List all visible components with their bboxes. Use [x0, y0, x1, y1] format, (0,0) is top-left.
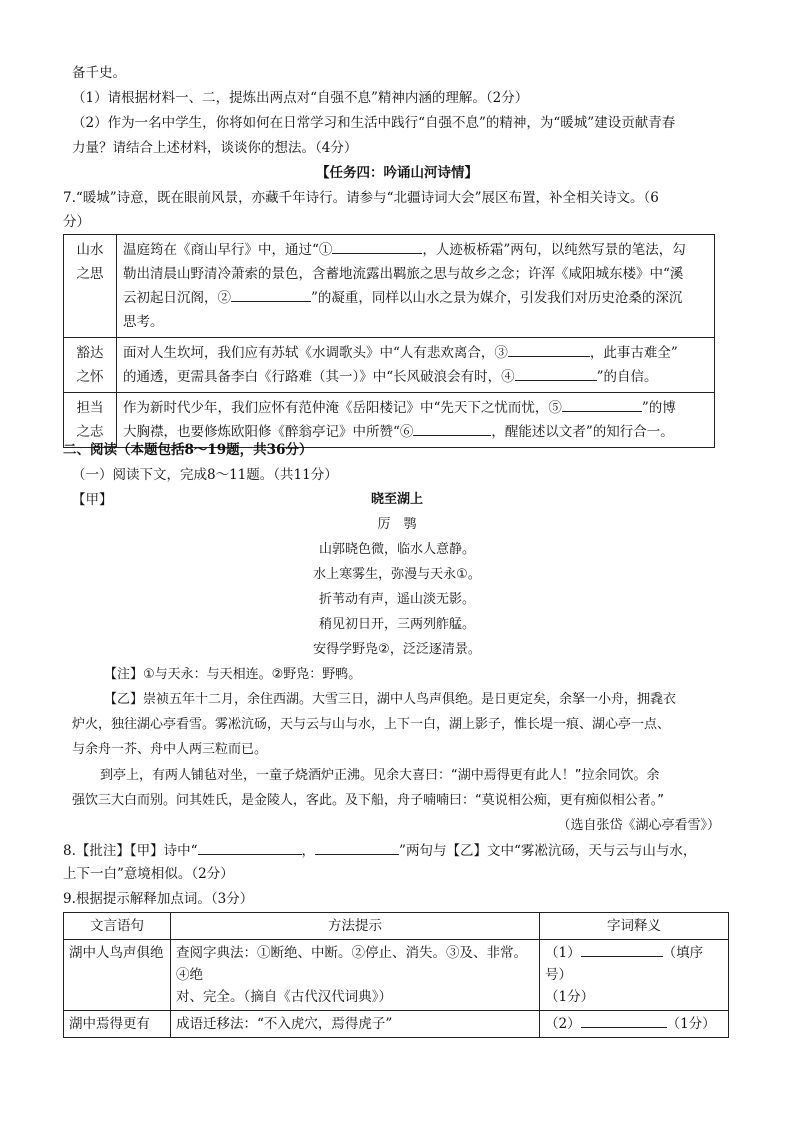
section-two-heading: 二、阅读（本题包括8～19题，共36分） [63, 442, 313, 458]
question-7-line2: 分） [63, 214, 90, 230]
blank-2[interactable] [231, 287, 311, 302]
passage-yi-line: 到亭上，有两人铺毡对坐，一童子烧酒炉正沸。见余大喜曰：“湖中焉得更有此人！”拉余同饮。余 [100, 768, 660, 783]
jia-label: 【甲】 [72, 492, 113, 508]
text: （2） [545, 1016, 581, 1032]
question-8-line2: 上下一白”意境相似。（2分） [63, 866, 234, 882]
text: 作为新时代少年，我们应怀有范仲淹《岳阳楼记》中“先天下之忧而忧，⑤ [123, 400, 562, 416]
question-8-line1 [63, 840, 696, 861]
blank-6[interactable] [413, 421, 491, 436]
table-row [64, 235, 715, 338]
text: （1） [545, 945, 581, 961]
row-content [117, 338, 715, 393]
blank-5[interactable] [562, 397, 642, 412]
text: 查阅字典法：①断绝、中断。②停止、消失。③及、非常。④绝 [176, 945, 527, 983]
table-row [64, 940, 729, 1011]
text: ，醒能述以文者”的知行合一。 [491, 424, 674, 440]
blank-q8-2[interactable] [315, 840, 399, 855]
poem-author: 厉 鹗 [377, 517, 417, 532]
text: 温庭筠在《商山早行》中，通过“① [123, 242, 333, 258]
poem-line: 安得学野凫②，泛泛逐清景。 [313, 642, 481, 657]
text: ，此事古难全” [589, 345, 678, 361]
text: ”的博 [641, 400, 676, 416]
text: 云初起日沉阁，② [123, 290, 231, 306]
table-row [64, 338, 715, 393]
text: ， [301, 843, 316, 859]
table-header-row [64, 913, 729, 940]
column-header: 字词释义 [540, 913, 729, 940]
hint-cell: 成语迁移法：“不入虎穴，焉得虎子” [171, 1011, 540, 1038]
answer-blank-1[interactable] [581, 942, 663, 957]
task-four-heading: 【任务四：吟诵山河诗情】 [316, 165, 478, 181]
text: 8.【批注】【甲】诗中“ [63, 843, 198, 859]
text: 大胸襟，也要修炼欧阳修《醉翁亭记》中所赞“⑥ [123, 424, 414, 440]
poem-line: 山郭晓色微，临水人意静。 [318, 542, 475, 557]
blank-1[interactable] [332, 239, 422, 254]
passage-yi-line: 强饮三大白而别。问其姓氏，是金陵人，客此。及下船，舟子喃喃曰：“莫说相公痴，更有痴似相公者。” [72, 793, 664, 808]
answer-blank-2[interactable] [581, 1013, 667, 1028]
row-content [117, 235, 715, 338]
question-7-line1: 7.“暖城”诗意，既在眼前风景，亦藏千年诗行。请参与“北疆诗词大会”展区布置，补全相关诗文。（6 [63, 190, 659, 206]
subsection-heading: （一）阅读下文，完成8～11题。（共11分） [72, 467, 338, 483]
column-header: 方法提示 [171, 913, 540, 940]
sentence-cell: 湖中焉得更有 [64, 1011, 171, 1038]
text: 的通透，更需具备李白《行路难（其一）》中“长风破浪会有时，④ [123, 369, 515, 385]
text: ”的凝重，同样以山水之景为媒介，引发我们对历史沧桑的深沉 [311, 290, 683, 306]
text: ”两句与【乙】文中“雾凇沆砀，天与云与山与水， [399, 843, 697, 859]
blank-3[interactable] [508, 342, 590, 357]
text: 勒出清晨山野清冷萧索的景色，含蓄地流露出羁旅之思与故乡之念；许浑《咸阳城东楼》中“溪 [123, 266, 684, 282]
text: ，人迹板桥霜”两句，以纯然写景的笔法，勾 [422, 242, 686, 258]
poem-line: 水上寒雾生，弥漫与天永①。 [313, 567, 481, 582]
poem-title: 晓至湖上 [370, 492, 423, 507]
question-6-2-line1: （2）作为一名中学生，你将如何在日常学习和生活中践行“自强不息”的精神，为“暖城”建设贡献青春 [72, 115, 676, 131]
row-label: 担当之志 [64, 393, 117, 448]
blank-q8-1[interactable] [198, 840, 302, 855]
hint-cell [171, 940, 540, 1011]
text: （1分） [545, 989, 595, 1005]
passage-source: （选自张岱《湖心亭看雪》） [557, 818, 720, 833]
poem-note: 【注】①与天永：与天相连。②野凫：野鸭。 [104, 667, 362, 682]
text: 面对人生坎坷，我们应有苏轼《水调歌头》中“人有悲欢离合，③ [123, 345, 508, 361]
blank-4[interactable] [515, 366, 597, 381]
passage-yi-line: 炉火，独往湖心亭看雪。雾凇沆砀，天与云与山与水，上下一白，湖上影子，惟长堤一痕、湖心亭一点、 [72, 717, 671, 732]
passage-yi-line: 【乙】崇祯五年十二月，余住西湖。大雪三日，湖中人鸟声俱绝。是日更定矣，余拏一小舟，拥毳衣 [104, 692, 677, 707]
question-6-2-line2: 力量？请结合上述材料，谈谈你的想法。（4分） [72, 140, 358, 156]
sentence-cell: 湖中人鸟声俱绝 [64, 940, 171, 1011]
question-9-title: 9.根据提示解释加点词。（3分） [63, 891, 254, 907]
column-header: 文言语句 [64, 913, 171, 940]
text: （填序号） [545, 945, 704, 983]
passage-yi-line: 与余舟一芥、舟中人两三粒而已。 [72, 742, 268, 757]
question-6-1: （1）请根据材料一、二，提炼出两点对“自强不息”精神内涵的理解。（2分） [72, 90, 529, 106]
word-explanation-table [63, 912, 729, 1038]
answer-cell [540, 1011, 729, 1038]
poetry-fill-table [63, 234, 715, 448]
poem-line: 稍见初日开，三两列舴艋。 [318, 617, 475, 632]
table-row [64, 1011, 729, 1038]
continued-line: 备千史。 [72, 65, 126, 81]
text: 思考。 [123, 314, 164, 330]
row-label: 豁达之怀 [64, 338, 117, 393]
row-label: 山水之思 [64, 235, 117, 338]
poem-line: 折苇动有声，遥山淡无影。 [318, 592, 475, 607]
text: ”的自信。 [596, 369, 658, 385]
text: 对、完全。（摘自《古代汉代词典》） [176, 989, 392, 1005]
answer-cell [540, 940, 729, 1011]
text: （1分） [666, 1016, 716, 1032]
